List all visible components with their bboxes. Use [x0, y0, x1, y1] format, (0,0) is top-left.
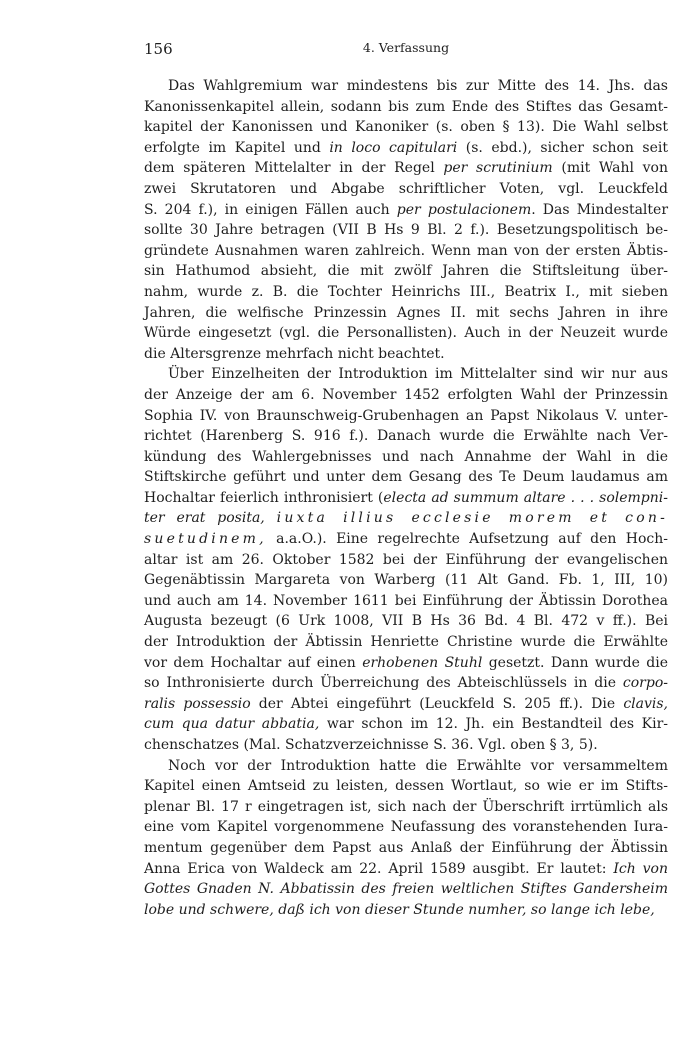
text-line: richtet (Harenberg S. 916 f.). Danach wurde die Erwählte nach Ver- — [144, 428, 668, 445]
text-line: die Altersgrenze mehrfach nicht beachtet. — [144, 345, 445, 362]
text-line: mentum gegenüber dem Papst aus Anlaß der Einführung der Äbtissin — [144, 839, 668, 856]
text-line: eine vom Kapitel vorgenommene Neufassung des voranstehenden Iura- — [144, 819, 668, 836]
text-line: Noch vor der Introduktion hatte die Erwählte vor versammeltem — [168, 757, 668, 774]
text-line: Anna Erica von Waldeck am 22. April 1589 ausgibt. Er lautet: Ich von — [144, 860, 668, 877]
text-line: suetudinem, a.a.O.). Eine regelrechte Aufsetzung auf den Hoch- — [144, 531, 668, 548]
text-line: altar ist am 26. Oktober 1582 bei der Einführung der evangelischen — [144, 551, 668, 568]
text-line: sollte 30 Jahre betragen (VII B Hs 9 Bl. 2 f.). Besetzungspolitisch be- — [144, 222, 668, 239]
text-line: kapitel der Kanonissen und Kanoniker (s. oben § 13). Die Wahl selbst — [144, 119, 668, 136]
text-line: ralis possessio der Abtei eingeführt (Leuckfeld S. 205 ff.). Die clavis, — [144, 695, 668, 712]
text-line: Das Wahlgremium war mindestens bis zur Mitte des 14. Jhs. das — [168, 78, 668, 94]
text-line: der Anzeige der am 6. November 1452 erfolgten Wahl der Prinzessin — [144, 386, 668, 403]
text-line: Gegenäbtissin Margareta von Warberg (11 Alt Gand. Fb. 1, III, 10) — [144, 572, 668, 589]
text-line: so Inthronisierte durch Überreichung des Abteischlüssels in die corpo- — [144, 675, 668, 692]
paragraph — [144, 364, 668, 755]
text-line: Gottes Gnaden N. Abbatissin des freien weltlichen Stiftes Gandersheim — [144, 881, 668, 898]
text-line: cum qua datur abbatia, war schon im 12. Jh. ein Bestandteil des Kir- — [144, 716, 668, 733]
text-line: Kapitel einen Amtseid zu leisten, dessen Wortlaut, so wie er im Stifts- — [144, 778, 668, 795]
page-number: 156 — [144, 40, 173, 58]
running-head: 4. Verfassung — [362, 40, 450, 55]
text-line: nahm, wurde z. B. die Tochter Heinrichs III., Beatrix I., mit sieben — [144, 283, 668, 300]
text-line: vor dem Hochaltar auf einen erhobenen Stuhl gesetzt. Dann wurde die — [144, 654, 668, 671]
page-header — [144, 40, 668, 62]
text-line: Stiftskirche geführt und unter dem Gesang des Te Deum laudamus am — [144, 469, 668, 486]
text-line: Augusta bezeugt (6 Urk 1008, VII B Hs 36 Bd. 4 Bl. 472 v ff.). Bei — [144, 613, 668, 630]
text-line: lobe und schwere, daß ich von dieser Stunde numher, so lange ich lebe, — [144, 901, 655, 918]
text-line: sin Hathumod absieht, die mit zwölf Jahren die Stiftsleitung über- — [144, 263, 668, 280]
text-line: kündung des Wahlergebnisses und nach Annahme der Wahl in die — [144, 448, 668, 465]
text-line: und auch am 14. November 1611 bei Einführung der Äbtissin Dorothea — [144, 592, 668, 609]
text-line: Hochaltar feierlich inthronisiert (electa ad summum altare . . . solempni- — [144, 489, 668, 506]
text-line: gründete Ausnahmen waren zahlreich. Wenn man von der ersten Äbtis- — [144, 242, 668, 259]
text-line: Über Einzelheiten der Introduktion im Mittelalter sind wir nur aus — [168, 366, 668, 383]
text-line: ter erat posita, iuxta illius ecclesie morem et con- — [144, 510, 668, 527]
text-line: der Introduktion der Äbtissin Henriette Christine wurde die Erwählte — [144, 634, 668, 651]
text-line: Würde eingesetzt (vgl. die Personallisten). Auch in der Neuzeit wurde — [144, 325, 668, 342]
text-line: S. 204 f.), in einigen Fällen auch per postulacionem. Das Mindestalter — [144, 201, 669, 218]
paragraph — [144, 76, 668, 364]
paragraph — [144, 756, 668, 921]
text-line: zwei Skrutatoren und Abgabe schriftlicher Voten, vgl. Leuckfeld — [144, 180, 668, 197]
text-line: plenar Bl. 17 r eingetragen ist, sich nach der Überschrift irrtümlich als — [144, 798, 668, 815]
text-line: dem späteren Mittelalter in der Regel per scrutinium (mit Wahl von — [144, 160, 668, 177]
text-line: Sophia IV. von Braunschweig-Grubenhagen an Papst Nikolaus V. unter- — [144, 407, 668, 424]
text-line: erfolgte im Kapitel und in loco capitulari (s. ebd.), sicher schon seit — [144, 139, 668, 156]
text-line: chenschatzes (Mal. Schatzverzeichnisse S. 36. Vgl. oben § 3, 5). — [144, 737, 598, 753]
body-text — [144, 76, 668, 920]
text-line: Jahren, die welfische Prinzessin Agnes II. mit sechs Jahren in ihre — [144, 304, 668, 321]
text-line: Kanonissenkapitel allein, sodann bis zum Ende des Stiftes das Gesamt- — [144, 98, 668, 115]
